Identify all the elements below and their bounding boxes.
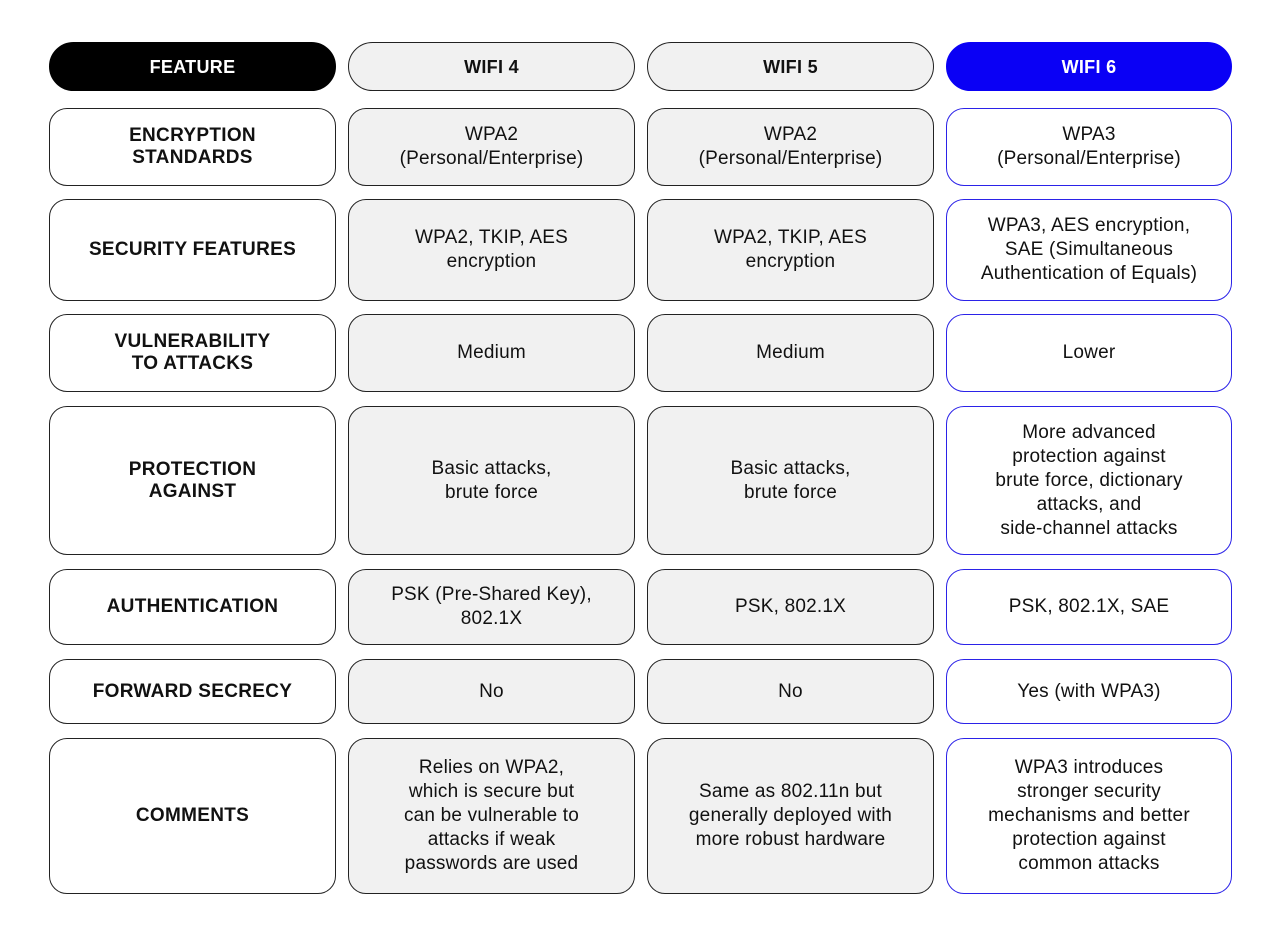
cell-wifi5-comments: Same as 802.11n but generally deployed with more robust hardware: [647, 738, 934, 894]
header-feature: FEATURE: [49, 42, 336, 91]
cell-wifi5-vulnerability: Medium: [647, 314, 934, 392]
header-wifi6: WIFI 6: [946, 42, 1232, 91]
cell-wifi5-protection-against: Basic attacks, brute force: [647, 406, 934, 555]
row-label-protection-against: PROTECTION AGAINST: [49, 406, 336, 555]
cell-wifi6-forward-secrecy: Yes (with WPA3): [946, 659, 1232, 724]
cell-wifi4-comments: Relies on WPA2, which is secure but can be vulnerable to attacks if weak passwords are used: [348, 738, 635, 894]
cell-wifi6-security-features: WPA3, AES encryption, SAE (Simultaneous Authentication of Equals): [946, 199, 1232, 301]
cell-wifi6-vulnerability: Lower: [946, 314, 1232, 392]
cell-wifi4-authentication: PSK (Pre-Shared Key), 802.1X: [348, 569, 635, 645]
row-label-encryption-standards: ENCRYPTION STANDARDS: [49, 108, 336, 186]
row-label-vulnerability: VULNERABILITY TO ATTACKS: [49, 314, 336, 392]
row-label-authentication: AUTHENTICATION: [49, 569, 336, 645]
cell-wifi6-protection-against: More advanced protection against brute force, dictionary attacks, and side-channel attacks: [946, 406, 1232, 555]
cell-wifi5-security-features: WPA2, TKIP, AES encryption: [647, 199, 934, 301]
cell-wifi4-protection-against: Basic attacks, brute force: [348, 406, 635, 555]
cell-wifi5-forward-secrecy: No: [647, 659, 934, 724]
header-wifi5: WIFI 5: [647, 42, 934, 91]
cell-wifi4-security-features: WPA2, TKIP, AES encryption: [348, 199, 635, 301]
cell-wifi5-encryption-standards: WPA2 (Personal/Enterprise): [647, 108, 934, 186]
cell-wifi4-forward-secrecy: No: [348, 659, 635, 724]
cell-wifi6-authentication: PSK, 802.1X, SAE: [946, 569, 1232, 645]
cell-wifi6-comments: WPA3 introduces stronger security mechanisms and better protection against common attacks: [946, 738, 1232, 894]
row-label-security-features: SECURITY FEATURES: [49, 199, 336, 301]
header-wifi4: WIFI 4: [348, 42, 635, 91]
row-label-forward-secrecy: FORWARD SECRECY: [49, 659, 336, 724]
cell-wifi4-vulnerability: Medium: [348, 314, 635, 392]
cell-wifi5-authentication: PSK, 802.1X: [647, 569, 934, 645]
cell-wifi6-encryption-standards: WPA3 (Personal/Enterprise): [946, 108, 1232, 186]
cell-wifi4-encryption-standards: WPA2 (Personal/Enterprise): [348, 108, 635, 186]
row-label-comments: COMMENTS: [49, 738, 336, 894]
